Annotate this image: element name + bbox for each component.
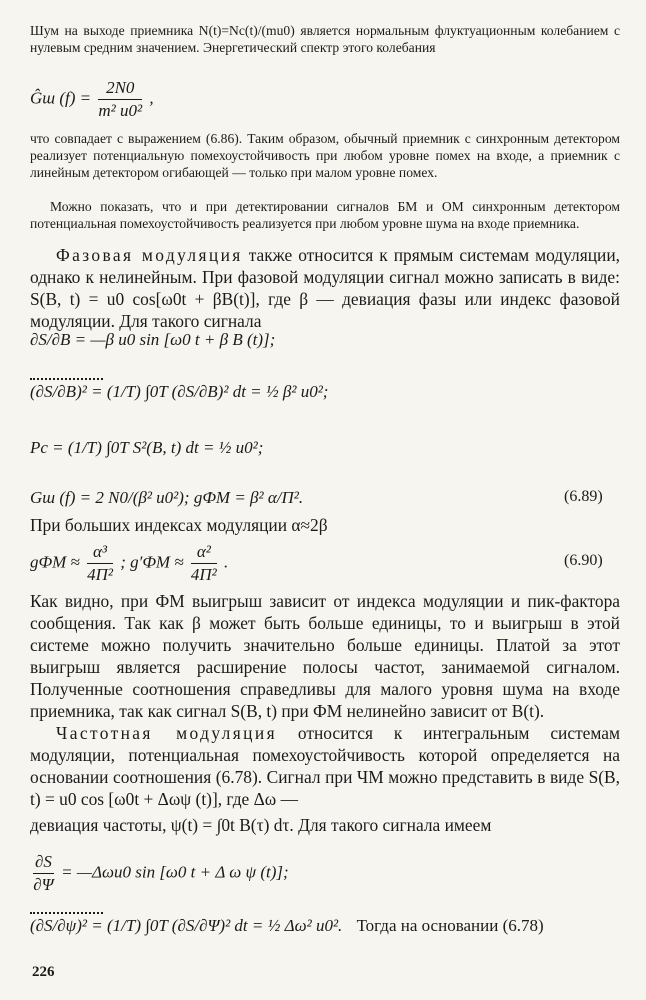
- formula-text: Gш (f) = 2 N0/(β² u0²); gФМ = β² α/П².: [30, 488, 304, 507]
- formula-rhs: (1/T) ∫0T (∂S/∂Ψ)² dt = ½ Δω² u0².: [106, 916, 343, 935]
- formula-derivative-phase: [30, 330, 275, 350]
- formula-text: ∂S/∂B = —β u0 sin [ω0 t + β B (t)];: [30, 330, 276, 349]
- equation-number: (6.90): [564, 552, 603, 569]
- equation-number: (6.89): [564, 488, 603, 505]
- formula-tail: Тогда на основании (6.78): [356, 916, 544, 935]
- paragraph-text: относится к интегральным системам модуляции, потенциальная помехоустойчивость которой определяется на основании соотношения (6.78). Сигнал при ЧМ можно представить в виде S(B, t) = u0 cos [ω0t + Δωψ (t)], где Δω —: [30, 723, 621, 809]
- fraction: [98, 78, 142, 121]
- formula-text: Pc = (1/T) ∫0T S²(B, t) dt = ½ u0²;: [30, 438, 264, 457]
- formula-rhs: = —Δωu0 sin [ω0 t + Δ ω ψ (t)];: [61, 862, 289, 882]
- fraction-numerator: α³: [87, 542, 113, 564]
- fraction-numerator: ∂S: [33, 852, 54, 874]
- paragraph-phase-modulation: [30, 244, 620, 332]
- formula-signal-power: [30, 438, 263, 458]
- paragraph-large-indices: [30, 514, 620, 536]
- fraction: [87, 542, 113, 585]
- paragraph-text: Можно показать, что и при детектировании сигналов БМ и ОМ синхронным детектором потенциальная помехоустойчивость реализуется при любом уровне шума на входе приемника.: [30, 199, 620, 232]
- paragraph-text: Шум на выходе приемника N(t)=Nc(t)/(mu0) является нормальным флуктуационным колебанием с нулевым средним значением. Энергетический спектр этого колебания: [30, 23, 620, 56]
- paragraph-fm-gain: [30, 590, 620, 722]
- formula-mean-square-frequency: [30, 912, 544, 936]
- term-frequency-modulation: Частотная модуляция: [56, 723, 277, 743]
- page-number: 226: [32, 964, 55, 980]
- paragraph-noise-output: [30, 22, 620, 56]
- paragraph-text: девиация частоты, ψ(t) = ∫0t B(τ) dτ. Для такого сигнала имеем: [30, 815, 492, 835]
- fraction-denominator: m² u0²: [98, 101, 143, 120]
- formula-rhs: (1/T) ∫0T (∂S/∂B)² dt = ½ β² u0²;: [106, 382, 329, 401]
- formula-part: gФМ ≈: [30, 552, 80, 572]
- formula-mean-square-derivative: [30, 378, 328, 402]
- formula-part: .: [224, 552, 229, 572]
- fraction-numerator: 2N0: [98, 78, 142, 100]
- term-phase-modulation: Фазовая модуляция: [56, 245, 243, 265]
- formula-lhs: (∂S/∂B)² =: [30, 378, 103, 402]
- formula-6-89: [30, 488, 620, 508]
- paragraph-bm-om: [30, 198, 620, 232]
- fraction-numerator: α²: [191, 542, 217, 564]
- paragraph-text: Как видно, при ФМ выигрыш зависит от индекса модуляции и пик-фактора сообщения. Так как β может быть больше единицы, то и выигрыш в этой системе можно получить значительно больше единицы. Платой за этот выигрыш является расширение полосы частот, занимаемой сигналом. Полученные соотношения справедливы для малого уровня шума на входе приемника, так как сигнал S(B, t) при ФМ нелинейно зависит от B(t).: [30, 591, 620, 721]
- fraction: [33, 852, 54, 895]
- paragraph-text: также относится к прямым системам модуляции, однако к нелинейным. При фазовой модуляции сигнал можно записать в виде: S(B, t) = u0 cos[ω0t + βB(t)], где β — девиация фазы или индекс фазовой модуляции. Для такого сигнала: [30, 245, 620, 331]
- paragraph-text: При больших индексах модуляции α≈2β: [30, 515, 328, 535]
- paragraph-frequency-modulation: [30, 722, 620, 810]
- formula-derivative-frequency: [30, 852, 289, 895]
- formula-lhs: (∂S/∂ψ)² =: [30, 912, 103, 936]
- formula-tail: ,: [149, 88, 154, 108]
- paragraph-synchronous-detector: [30, 130, 620, 182]
- fraction: [191, 542, 217, 585]
- formula-6-90: [30, 542, 620, 585]
- fraction-denominator: 4П²: [87, 565, 113, 584]
- paragraph-text: что совпадает с выражением (6.86). Таким образом, обычный приемник с синхронным детектором реализует потенциальную помехоустойчивость при любом уровне помех на входе, а приемник с линейным детектором огибающей — только при малом уровне помех.: [30, 131, 620, 181]
- formula-lhs: Ĝш (f) =: [30, 88, 92, 108]
- fraction-denominator: 4П²: [190, 565, 217, 584]
- fraction-denominator: ∂Ψ: [33, 875, 54, 894]
- formula-noise-spectrum: [30, 78, 154, 121]
- formula-part: ; g′ФМ ≈: [120, 552, 184, 572]
- paragraph-frequency-deviation: [30, 814, 620, 836]
